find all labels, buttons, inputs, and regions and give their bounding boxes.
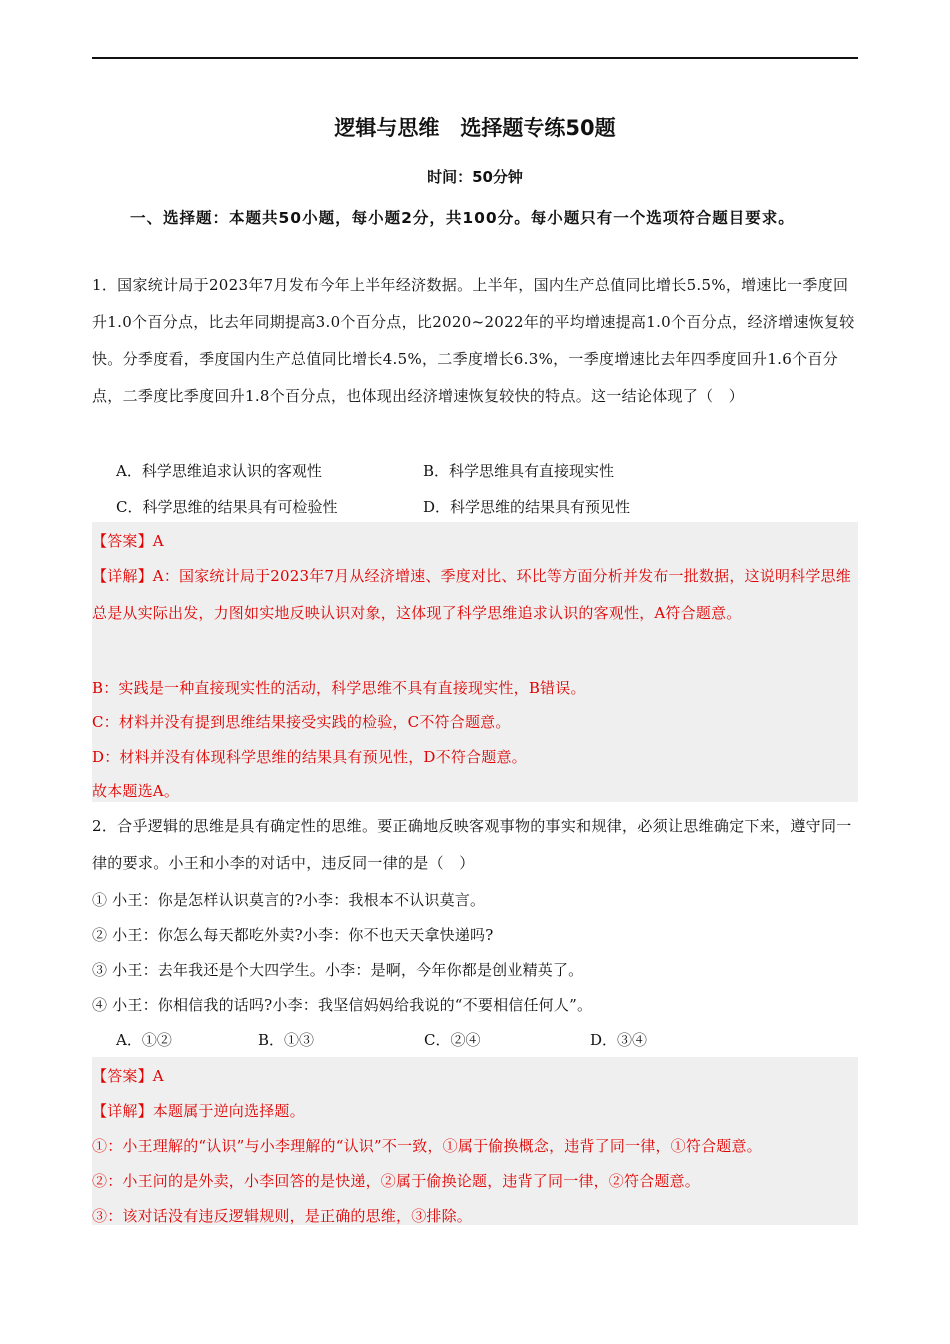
detail-intro: 【详解】本题属于逆向选择题。: [92, 1102, 305, 1120]
section-heading: 一、选择题：本题共50小题，每小题2分，共100分。每小题只有一个选项符合题目要求。: [130, 209, 795, 227]
dialogue-item-2: ② 小王：你怎么每天都吃外卖?小李：你不也天天拿快递吗?: [92, 926, 494, 944]
option-a: A．①②: [116, 1031, 172, 1049]
option-b: B．①③: [258, 1031, 315, 1049]
question-1-stem: 1．国家统计局于2023年7月发布今年上半年经济数据。上半年，国内生产总值同比增长5.5%，增速比一季度回升1.0个百分点，比去年同期提高3.0个百分点，比2020~2022年的平均增速提高1.0个百分点，经济增速恢复较快。分季度看，季度国内生产总值同比增长4.5%，二季度增长6.3%，一季度增速比去年四季度回升1.6个百分点，二季度比季度回升1.8个百分点，也体现出经济增速恢复较快的特点。这一结论体现了（ ）: [92, 276, 855, 405]
question-1-answer-box: [92, 522, 858, 802]
question-2-stem: 2．合乎逻辑的思维是具有确定性的思维。要正确地反映客观事物的事实和规律，必须让思维确定下来，遵守同一律的要求。小王和小李的对话中，违反同一律的是（ ）: [92, 817, 852, 872]
header-rule: [92, 57, 858, 59]
detail-b: B：实践是一种直接现实性的活动，科学思维不具有直接现实性，B错误。: [92, 679, 586, 697]
detail-item-2: ②：小王问的是外卖，小李回答的是快递，②属于偷换论题，违背了同一律，②符合题意。: [92, 1172, 701, 1190]
dialogue-item-1: ① 小王：你是怎样认识莫言的?小李：我根本不认识莫言。: [92, 891, 486, 909]
detail-c: C：材料并没有提到思维结果接受实践的检验，C不符合题意。: [92, 713, 511, 731]
option-a: A．科学思维追求认识的客观性: [116, 462, 322, 480]
option-d: D．科学思维的结果具有预见性: [423, 498, 631, 516]
detail-paragraph: 【详解】A：国家统计局于2023年7月从经济增速、季度对比、环比等方面分析并发布一批数据，这说明科学思维总是从实际出发，力图如实地反映认识对象，这体现了科学思维追求认识的客观性，A符合题意。: [92, 567, 851, 622]
option-c: C．科学思维的结果具有可检验性: [116, 498, 338, 516]
answer-label: 【答案】A: [92, 1067, 164, 1085]
option-b: B．科学思维具有直接现实性: [423, 462, 615, 480]
detail-d: D：材料并没有体现科学思维的结果具有预见性，D不符合题意。: [92, 748, 527, 766]
question-2-answer-box: [92, 1057, 858, 1225]
dialogue-item-4: ④ 小王：你相信我的话吗?小李：我坚信妈妈给我说的“不要相信任何人”。: [92, 996, 593, 1014]
option-d: D．③④: [590, 1031, 648, 1049]
answer-label: 【答案】A: [92, 532, 164, 550]
time-limit: 时间：50分钟: [427, 168, 523, 186]
detail-item-3: ③：该对话没有违反逻辑规则，是正确的思维，③排除。: [92, 1207, 473, 1225]
option-c: C．②④: [424, 1031, 481, 1049]
dialogue-item-3: ③ 小王：去年我还是个大四学生。小李：是啊，今年你都是创业精英了。: [92, 961, 584, 979]
page-title: 逻辑与思维 选择题专练50题: [334, 116, 616, 140]
detail-item-1: ①：小王理解的“认识”与小李理解的“认识”不一致，①属于偷换概念，违背了同一律，①符合题意。: [92, 1137, 762, 1155]
detail-conclusion: 故本题选A。: [92, 782, 180, 800]
